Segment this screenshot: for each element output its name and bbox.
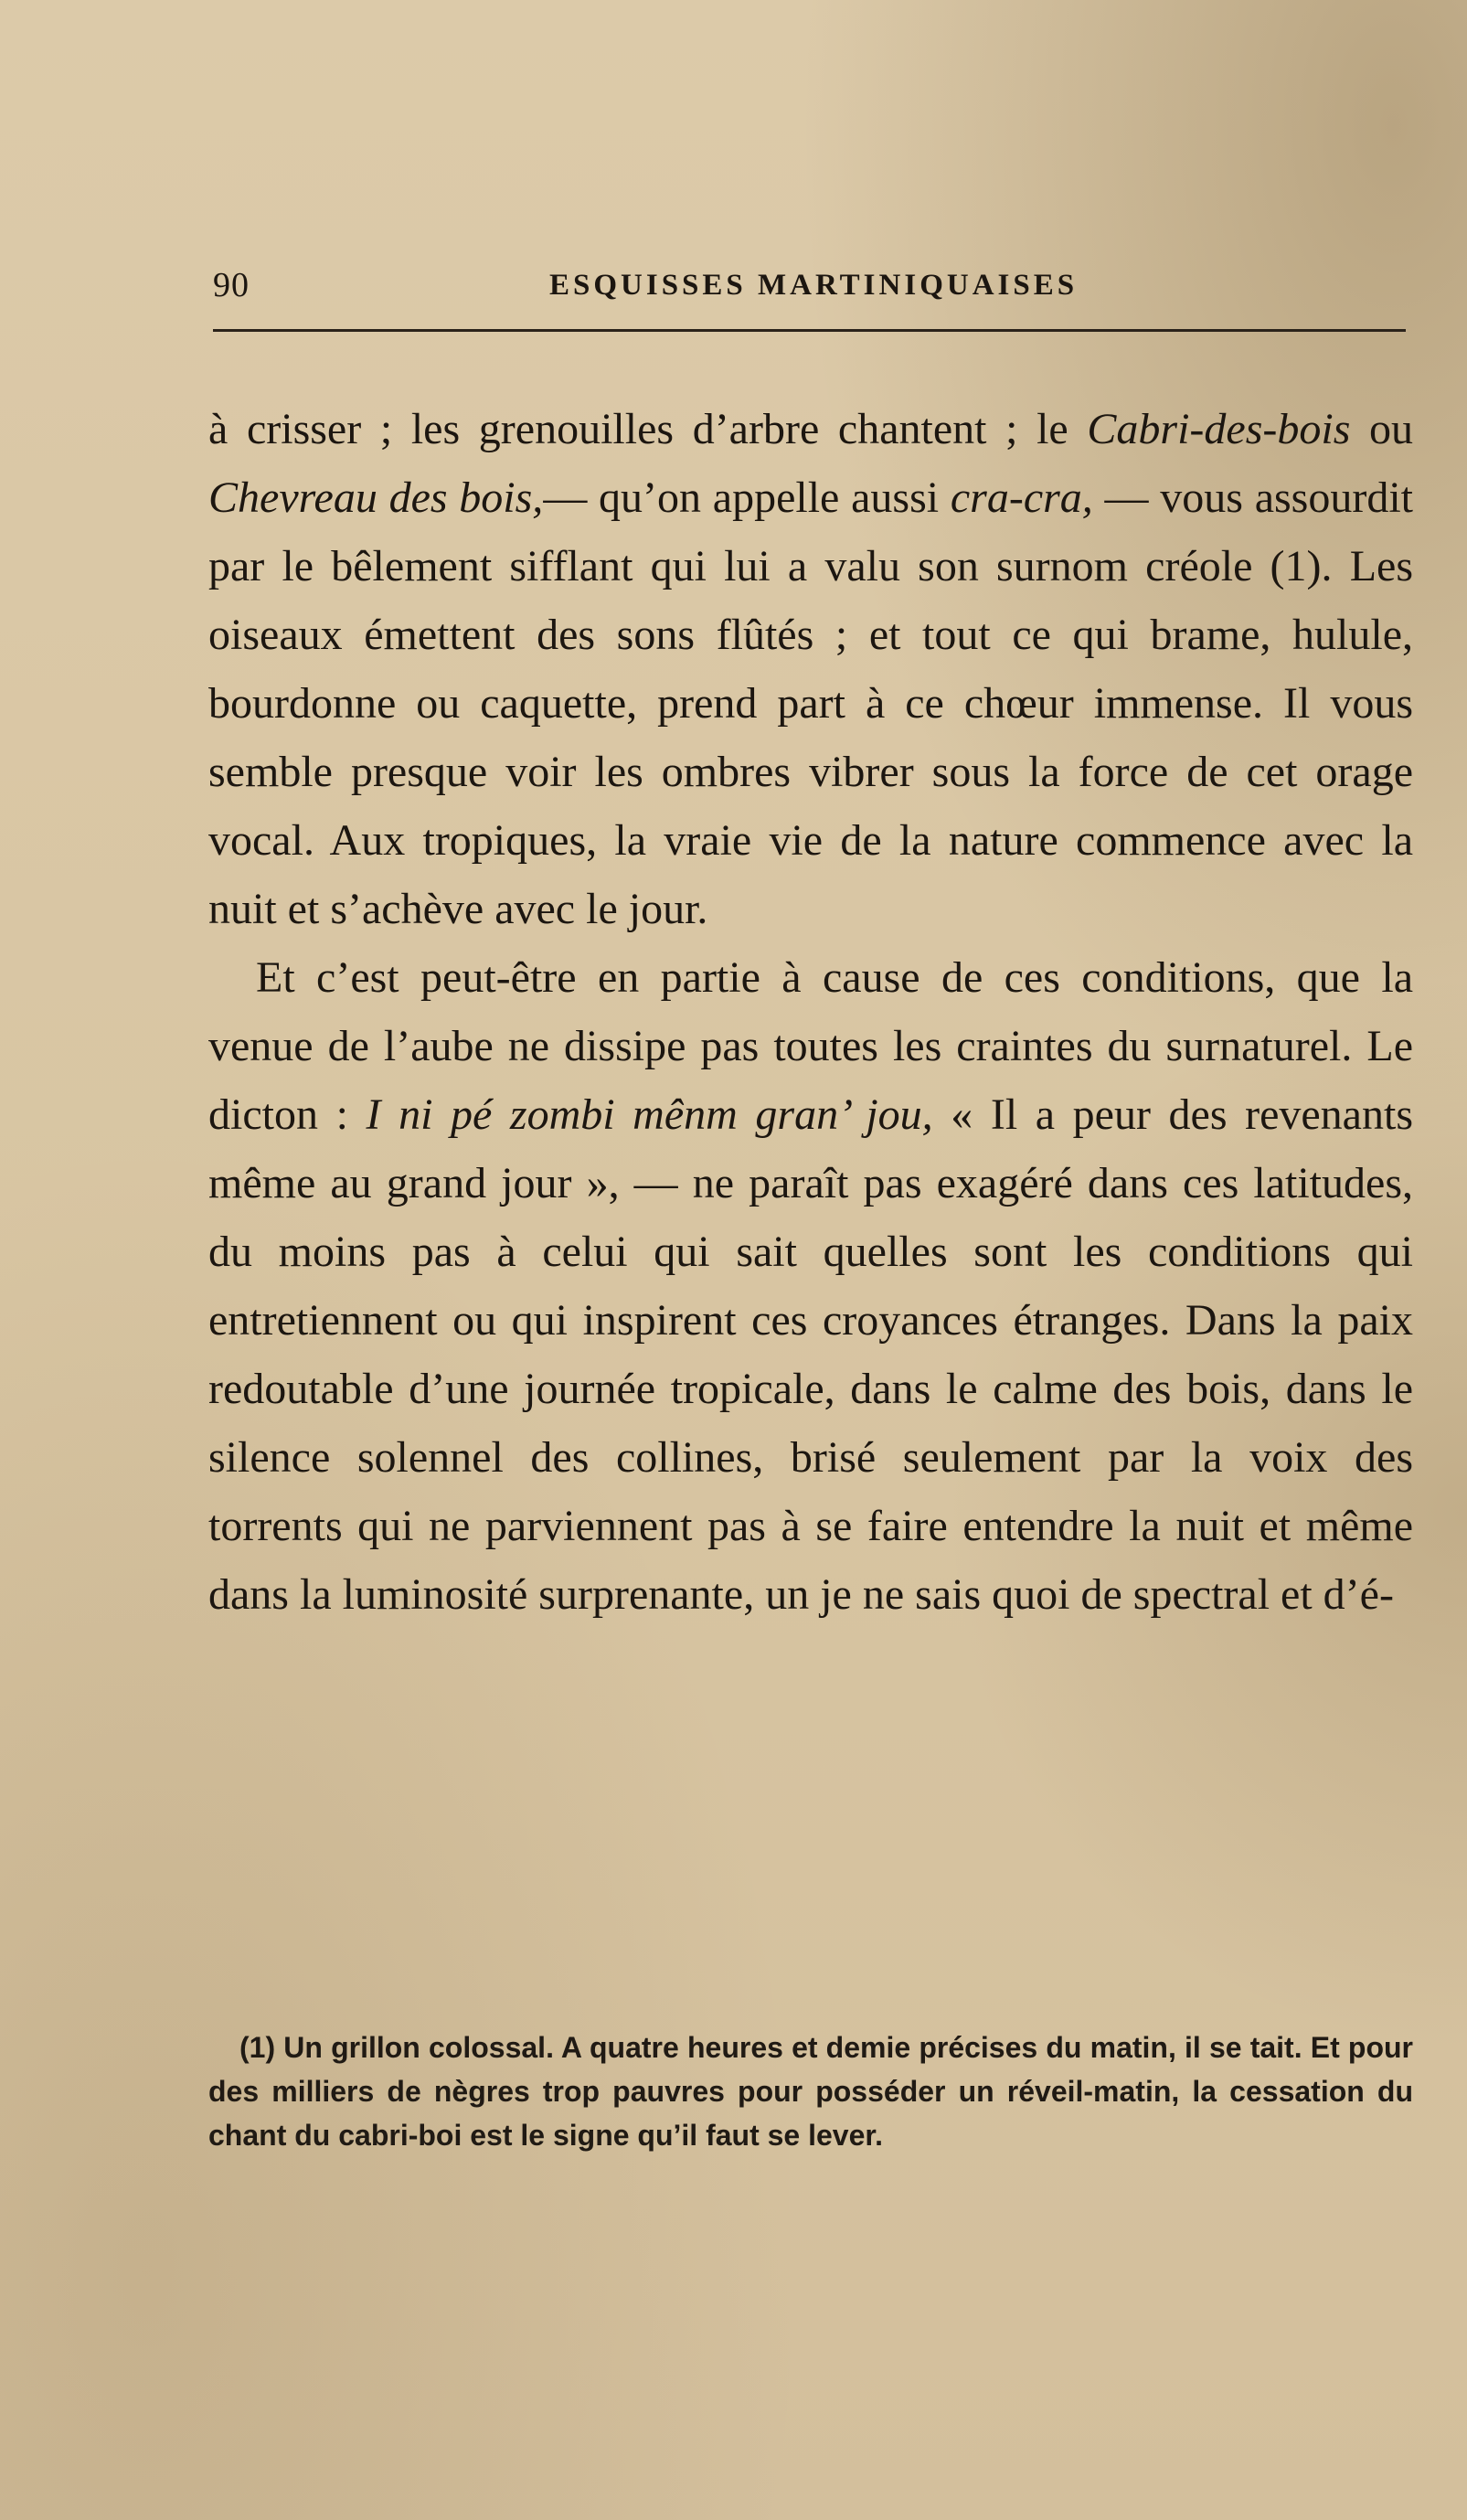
p1-text-2: ou [1350, 405, 1414, 453]
p2-italic-1: I ni pé zombi mênm gran’ jou, [366, 1090, 933, 1139]
p1-italic-2: Chevreau des bois, [208, 473, 544, 522]
p2-text-1: Et c’est peut-être en partie à cause de ces conditions, que la venue de l’aube ne dissipe pas toutes les craintes du surnaturel. Le dicton : [208, 953, 1413, 1139]
running-head [213, 258, 1406, 313]
paragraph-1 [208, 395, 1413, 943]
p1-text-1: à crisser ; les grenouilles d’arbre chantent ; le [208, 405, 1088, 453]
paragraph-2 [208, 943, 1413, 1629]
footnote: (1) Un grillon colossal. A quatre heures et demie précises du matin, il se tait. Et pour des milliers de nègres trop pauvres pour posséder un réveil-matin, la cessation du chant du cabri-boi est le signe qu’il faut se lever. [208, 2031, 1413, 2152]
body-text [208, 395, 1413, 1629]
p1-text-4: — vous assourdit par le bêlement sifflant qui lui a valu son surnom créole (1). Les oiseaux émettent des sons flûtés ; et tout ce qui brame, hulule, bourdonne ou caquette, prend part à ce chœur immense. Il vous semble presque voir les ombres vibrer sous la force de cet orage vocal. Aux tropiques, la vraie vie de la nature commence avec la nuit et s’achève avec le jour. [208, 473, 1414, 933]
p1-italic-3: cra-cra, [950, 473, 1093, 522]
running-title: ESQUISSES MARTINIQUAISES [549, 269, 1079, 302]
p1-text-3: — qu’on appelle aussi [543, 473, 951, 522]
p2-text-2: « Il a peur des revenants même au grand jour », — ne paraît pas exagéré dans ces latitudes, du moins pas à celui qui sait quelles sont les conditions qui entretiennent ou qui inspirent ces croyances étranges. Dans la paix redoutable d’une journée tropicale, dans le calme des bois, dans le silence solennel des collines, brisé seulement par la voix des torrents qui ne parviennent pas à se faire entendre la nuit et même dans la luminosité surprenante, un je ne sais quoi de spectral et d’é- [208, 1090, 1414, 1619]
header-rule [213, 329, 1406, 332]
page-number: 90 [213, 266, 250, 304]
p1-italic-1: Cabri-des-bois [1087, 405, 1351, 453]
